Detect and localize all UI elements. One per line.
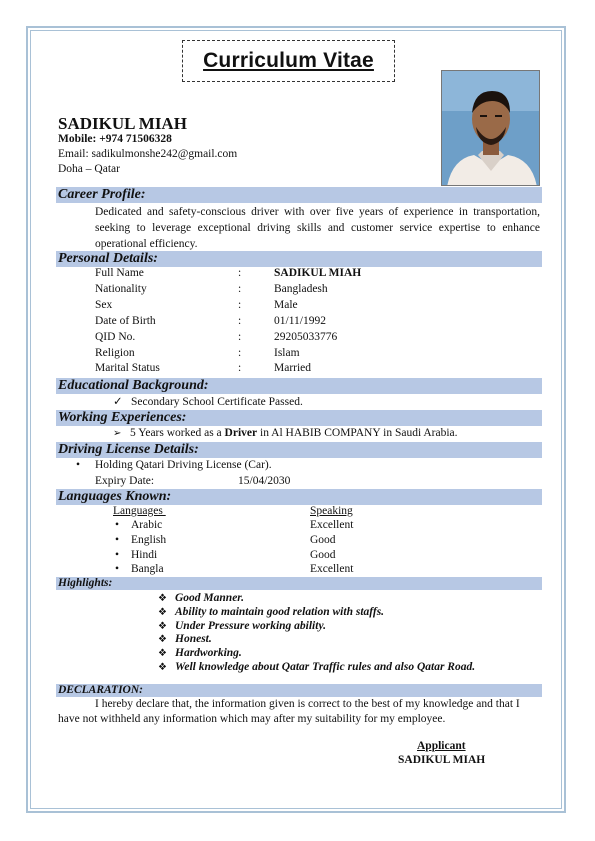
section-heading: Educational Background: [58,378,209,393]
diamond-bullet-icon: ❖ [158,648,167,659]
personal-label: Marital Status [95,362,160,374]
document-title: Curriculum Vitae [203,49,374,72]
work-text: 5 Years worked as a [130,427,225,439]
highlight-item: Ability to maintain good relation with staffs. [175,606,385,618]
language-name: Arabic [131,519,163,531]
highlight-item: Under Pressure working ability. [175,620,327,632]
personal-label: QID No. [95,331,136,343]
diamond-bullet-icon: ❖ [158,607,167,618]
personal-label: Nationality [95,283,147,295]
section-heading: Personal Details: [58,251,158,266]
personal-label: Full Name [95,267,144,279]
personal-value: Male [274,299,298,311]
profile-photo [441,70,540,186]
section-declaration [56,684,542,697]
highlight-item: Hardworking. [175,647,242,659]
colon: : [238,347,242,359]
language-name: Hindi [131,549,158,561]
personal-value: Islam [274,347,300,359]
language-name: English [131,534,167,546]
diamond-bullet-icon: ❖ [158,662,167,673]
expiry-label: Expiry Date: [95,475,155,487]
language-level: Good [310,534,336,546]
email-address: Email: sadikulmonshe242@gmail.com [58,148,238,160]
personal-label: Religion [95,347,135,359]
section-education [56,378,542,394]
bullet-icon: • [115,534,120,546]
personal-value: Married [274,362,312,374]
section-driving-license [56,442,542,458]
bullet-icon: • [115,563,120,575]
section-heading: DECLARATION: [58,684,143,696]
license-item: Holding Qatari Driving License (Car). [95,459,272,471]
personal-value: SADIKUL MIAH [274,267,362,279]
section-heading: Driving License Details: [58,442,199,457]
colon: : [238,331,242,343]
portrait-image [442,71,540,186]
mobile-number: Mobile: +974 71506328 [58,133,172,145]
bullet-icon: • [115,549,120,561]
highlight-item: Honest. [175,633,212,645]
section-heading: Working Experiences: [58,410,187,425]
speaking-column-header: Speaking [310,505,353,517]
education-item: Secondary School Certificate Passed. [131,396,303,408]
work-item [130,426,458,442]
career-profile-text: Dedicated and safety-conscious driver with over five years of experience in transportation, seeking to leverage exceptional driving skills and customer service expertise to enhance operational efficiency. [95,206,540,250]
bullet-icon: • [76,459,81,471]
personal-value: 01/11/1992 [274,315,326,327]
declaration-line: have not withheld any information which may after my suitability for my employee. [58,713,446,725]
location: Doha – Qatar [58,163,120,175]
colon: : [238,283,242,295]
diamond-bullet-icon: ❖ [158,621,167,632]
section-languages [56,489,542,505]
work-text: in Al HABIB COMPANY in Saudi Arabia. [257,427,458,439]
title-box [182,40,395,82]
signature-label: Applicant [417,740,466,752]
personal-label: Sex [95,299,113,311]
colon: : [238,267,242,279]
language-level: Good [310,549,336,561]
languages-column-header: Languages [113,505,166,517]
section-highlights [56,577,542,590]
section-personal-details [56,251,542,267]
section-heading: Career Profile: [58,187,146,202]
arrow-bullet-icon: ➢ [113,428,122,439]
language-name: Bangla [131,563,164,575]
section-career-profile [56,187,542,203]
highlight-item: Well knowledge about Qatar Traffic rules and also Qatar Road. [175,661,476,673]
signature-name: SADIKUL MIAH [398,754,486,766]
colon: : [238,362,242,374]
work-role: Driver [224,427,258,439]
bullet-icon: • [115,519,120,531]
section-heading: Highlights: [58,577,113,589]
applicant-name: SADIKUL MIAH [58,114,187,133]
highlight-item: Good Manner. [175,592,245,604]
expiry-date: 15/04/2030 [238,475,291,487]
colon: : [238,299,242,311]
colon: : [238,315,242,327]
language-level: Excellent [310,519,354,531]
diamond-bullet-icon: ❖ [158,634,167,645]
personal-value: 29205033776 [274,331,338,343]
diamond-bullet-icon: ❖ [158,593,167,604]
check-icon: ✓ [113,396,123,408]
language-level: Excellent [310,563,354,575]
personal-label: Date of Birth [95,315,156,327]
section-work-experience [56,410,542,426]
personal-value: Bangladesh [274,283,328,295]
declaration-line: I hereby declare that, the information given is correct to the best of my knowledge and that I [95,698,520,710]
section-heading: Languages Known: [58,489,172,504]
